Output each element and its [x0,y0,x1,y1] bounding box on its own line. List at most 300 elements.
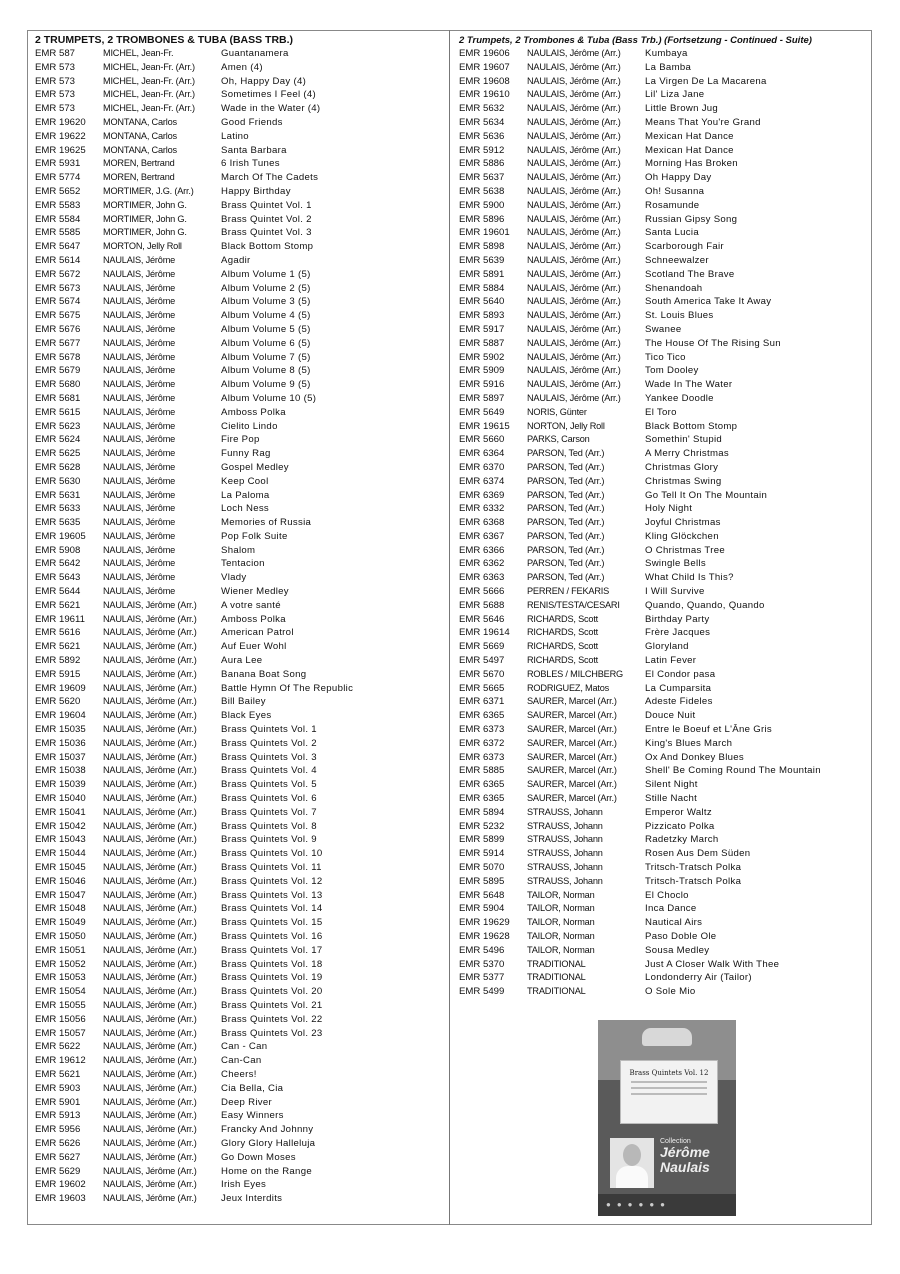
catalog-number: EMR 5585 [35,227,81,239]
composer-name: MOREN, Bertrand [103,172,175,183]
work-title: Aura Lee [221,655,263,667]
catalog-row [35,1109,443,1123]
work-title: Brass Quintets Vol. 4 [221,765,317,777]
work-title: Album Volume 1 (5) [221,268,311,280]
catalog-number: EMR 5892 [35,655,81,667]
catalog-number: EMR 5626 [35,1137,81,1149]
composer-name: NAULAIS, Jérôme [103,337,176,348]
composer-name: NAULAIS, Jérôme (Arr.) [103,793,197,804]
catalog-row [35,502,443,516]
catalog-row [35,240,443,254]
catalog-number: EMR 5636 [459,130,505,142]
composer-name: SAURER, Marcel (Arr.) [527,724,617,735]
catalog-row [35,833,443,847]
catalog-row [35,737,443,751]
composer-name: NAULAIS, Jérôme (Arr.) [527,227,621,238]
left-column [35,34,443,1206]
catalog-row [459,682,864,696]
composer-name: NAULAIS, Jérôme (Arr.) [103,710,197,721]
work-title: Brass Quintets Vol. 23 [221,1027,323,1039]
composer-name: NAULAIS, Jérôme [103,572,176,583]
composer-name: NAULAIS, Jérôme [103,296,176,307]
catalog-number: EMR 15038 [35,765,86,777]
composer-name: NAULAIS, Jérôme (Arr.) [527,130,621,141]
composer-name: STRAUSS, Johann [527,862,603,873]
catalog-number: EMR 19611 [35,613,85,625]
composer-name: PARSON, Ted (Arr.) [527,544,605,555]
catalog-row [459,268,864,282]
catalog-number: EMR 15037 [35,751,86,763]
catalog-row [35,530,443,544]
work-title: Entre le Boeuf et L'Âne Gris [645,724,773,736]
catalog-row [459,875,864,889]
catalog-row [459,199,864,213]
composer-name: STRAUSS, Johann [527,820,603,831]
composer-name: NAULAIS, Jérôme (Arr.) [103,848,197,859]
work-title: Brass Quintets Vol. 7 [221,806,317,818]
catalog-row [459,226,864,240]
work-title: Shenandoah [645,282,703,294]
catalog-row [459,557,864,571]
catalog-row [35,282,443,296]
catalog-number: EMR 6332 [459,503,505,515]
work-title: La Cumparsita [645,682,712,694]
catalog-number: EMR 5377 [459,972,505,984]
catalog-row [35,599,443,613]
catalog-row [459,916,864,930]
composer-name: NAULAIS, Jérôme [103,517,176,528]
catalog-row [35,861,443,875]
work-title: Schneewalzer [645,254,709,266]
composer-name: NORIS, Günter [527,406,587,417]
catalog-row [35,875,443,889]
catalog-row [35,268,443,282]
cover-name-last: Naulais [660,1159,710,1175]
composer-name: NAULAIS, Jérôme [103,503,176,514]
composer-name: NAULAIS, Jérôme (Arr.) [527,337,621,348]
catalog-list-right [459,47,864,999]
composer-name: NAULAIS, Jérôme (Arr.) [527,89,621,100]
work-title: Latin Fever [645,655,697,667]
composer-name: NAULAIS, Jérôme (Arr.) [103,820,197,831]
catalog-number: EMR 5900 [459,199,505,211]
catalog-number: EMR 6362 [459,558,505,570]
work-title: Swingle Bells [645,558,706,570]
composer-name: NAULAIS, Jérôme (Arr.) [103,668,197,679]
work-title: Guantanamera [221,48,289,59]
catalog-row [35,102,443,116]
cover-collection-label: Collection [660,1138,691,1145]
catalog-number: EMR 15041 [35,806,86,818]
catalog-number: EMR 6373 [459,751,505,763]
catalog-number: EMR 5897 [459,392,505,404]
composer-name: NAULAIS, Jérôme [103,379,176,390]
work-title: March Of The Cadets [221,172,319,184]
catalog-row [459,144,864,158]
catalog-row [35,1027,443,1041]
composer-name: NAULAIS, Jérôme (Arr.) [527,103,621,114]
catalog-number: EMR 5774 [35,172,81,184]
composer-name: NAULAIS, Jérôme (Arr.) [103,751,197,762]
catalog-row [459,309,864,323]
work-title: Jeux Interdits [221,1193,283,1205]
catalog-row [35,709,443,723]
composer-name: SAURER, Marcel (Arr.) [527,696,617,707]
composer-name: NAULAIS, Jérôme (Arr.) [103,1041,197,1052]
catalog-row [459,378,864,392]
composer-name: NAULAIS, Jérôme [103,586,176,597]
composer-name: MICHEL, Jean-Fr. (Arr.) [103,103,195,114]
catalog-row [459,185,864,199]
catalog-row [35,792,443,806]
composer-name: NAULAIS, Jérôme (Arr.) [103,1193,197,1204]
catalog-number: EMR 19614 [459,627,510,639]
catalog-number: EMR 19622 [35,130,86,142]
catalog-row [35,1178,443,1192]
catalog-row [459,364,864,378]
catalog-row [35,999,443,1013]
work-title: Tritsch-Tratsch Polka [645,862,742,874]
composer-name: PERREN / FEKARIS [527,586,610,597]
work-title: 6 Irish Tunes [221,158,280,170]
catalog-number: EMR 5643 [35,572,81,584]
work-title: The House Of The Rising Sun [645,337,781,349]
work-title: O Christmas Tree [645,544,725,556]
catalog-number: EMR 15043 [35,834,86,846]
catalog-row [459,930,864,944]
catalog-row [459,751,864,765]
work-title: El Toro [645,406,677,418]
composer-name: NAULAIS, Jérôme (Arr.) [527,213,621,224]
catalog-row [459,213,864,227]
catalog-number: EMR 19629 [459,917,510,929]
work-title: Tico Tico [645,351,686,363]
work-title: Santa Lucia [645,227,699,239]
work-title: Sometimes I Feel (4) [221,89,317,101]
catalog-number: EMR 5632 [459,103,505,115]
work-title: Mexican Hat Dance [645,130,734,142]
work-title: I Will Survive [645,586,705,598]
composer-name: NAULAIS, Jérôme (Arr.) [103,779,197,790]
catalog-row [35,889,443,903]
catalog-number: EMR 5616 [35,627,81,639]
work-title: Pop Folk Suite [221,530,288,542]
catalog-number: EMR 5886 [459,158,505,170]
composer-name: RENIS/TESTA/CESARI [527,599,620,610]
composer-name: MICHEL, Jean-Fr. [103,48,174,58]
composer-name: NAULAIS, Jérôme (Arr.) [103,889,197,900]
composer-name: NAULAIS, Jérôme (Arr.) [103,944,197,955]
catalog-row [459,902,864,916]
work-title: Fire Pop [221,434,260,446]
catalog-number: EMR 5647 [35,241,81,253]
work-title: Brass Quintet Vol. 2 [221,213,312,225]
work-title: Oh, Happy Day (4) [221,75,307,87]
catalog-number: EMR 15053 [35,972,86,984]
composer-name: NAULAIS, Jérôme (Arr.) [527,310,621,321]
work-title: Happy Birthday [221,185,291,197]
catalog-number: EMR 15036 [35,737,86,749]
catalog-number: EMR 6372 [459,737,505,749]
catalog-row [459,709,864,723]
catalog-row [35,544,443,558]
catalog-row [459,778,864,792]
composer-name: NAULAIS, Jérôme (Arr.) [527,172,621,183]
catalog-number: EMR 5914 [459,848,505,860]
composer-name: NAULAIS, Jérôme [103,530,176,541]
work-title: Brass Quintets Vol. 20 [221,986,323,998]
work-title: Brass Quintets Vol. 12 [221,875,323,887]
catalog-number: EMR 5884 [459,282,505,294]
catalog-number: EMR 5070 [459,862,505,874]
work-title: Latino [221,130,249,142]
composer-name: NAULAIS, Jérôme (Arr.) [103,1165,197,1176]
work-title: Cielito Lindo [221,420,278,432]
composer-name: NAULAIS, Jérôme (Arr.) [527,158,621,169]
catalog-number: EMR 5665 [459,682,505,694]
catalog-number: EMR 5631 [35,489,81,501]
composer-name: MICHEL, Jean-Fr. (Arr.) [103,75,195,86]
catalog-row [459,668,864,682]
composer-name: SAURER, Marcel (Arr.) [527,765,617,776]
catalog-number: EMR 5894 [459,806,505,818]
composer-name: SAURER, Marcel (Arr.) [527,793,617,804]
work-title: Brass Quintets Vol. 16 [221,931,323,942]
catalog-row [35,571,443,585]
composer-name: NAULAIS, Jérôme (Arr.) [103,917,197,928]
catalog-row [459,157,864,171]
catalog-row [35,778,443,792]
catalog-row [35,364,443,378]
work-title: La Paloma [221,489,270,501]
work-title: Bill Bailey [221,696,266,708]
work-title: Gospel Medley [221,461,289,473]
work-title: Yankee Doodle [645,392,714,404]
work-title: Agadir [221,254,251,266]
catalog-row [459,489,864,503]
catalog-row [35,337,443,351]
composer-name: MONTANA, Carlos [103,116,177,127]
catalog-number: EMR 5232 [459,820,505,832]
catalog-row [459,571,864,585]
catalog-number: EMR 5672 [35,268,81,280]
catalog-number: EMR 5904 [459,903,505,915]
cover-composer [660,1138,732,1175]
work-title: Album Volume 7 (5) [221,351,311,363]
composer-name: RICHARDS, Scott [527,641,599,652]
publisher-logo-icon [642,1028,692,1046]
catalog-number: EMR 5642 [35,558,81,570]
catalog-row [35,902,443,916]
composer-name: SAURER, Marcel (Arr.) [527,751,617,762]
catalog-number: EMR 19606 [459,48,510,59]
composer-name: NAULAIS, Jérôme (Arr.) [103,1055,197,1066]
catalog-number: EMR 5623 [35,420,81,432]
catalog-number: EMR 15057 [35,1027,86,1039]
catalog-number: EMR 5614 [35,254,81,266]
composer-name: PARSON, Ted (Arr.) [527,572,605,583]
work-title: Brass Quintets Vol. 14 [221,903,323,915]
catalog-number: EMR 6364 [459,448,505,460]
composer-name: SAURER, Marcel (Arr.) [527,737,617,748]
composer-name: NAULAIS, Jérôme (Arr.) [527,75,621,86]
composer-name: NAULAIS, Jérôme (Arr.) [103,1027,197,1038]
work-title: Home on the Range [221,1165,312,1177]
catalog-number: EMR 5917 [459,323,505,335]
work-title: El Condor pasa [645,668,716,680]
catalog-number: EMR 5648 [459,889,505,901]
composer-name: PARSON, Ted (Arr.) [527,558,605,569]
catalog-row [35,1040,443,1054]
catalog-row [35,406,443,420]
work-title: Ox And Donkey Blues [645,751,745,763]
catalog-number: EMR 6366 [459,544,505,556]
cover-line [631,1087,707,1089]
catalog-number: EMR 5621 [35,641,81,653]
catalog-row [35,351,443,365]
catalog-row [459,61,864,75]
catalog-row [35,489,443,503]
catalog-row [459,626,864,640]
work-title: Brass Quintets Vol. 13 [221,889,323,901]
catalog-row [459,75,864,89]
composer-name: NAULAIS, Jérôme [103,310,176,321]
catalog-row [35,654,443,668]
work-title: Rosen Aus Dem Süden [645,848,751,860]
cover-image [598,1020,736,1216]
work-title: Tentacion [221,558,265,570]
catalog-number: EMR 15046 [35,875,86,887]
catalog-number: EMR 5885 [459,765,505,777]
composer-name: TAILOR, Norman [527,903,595,914]
catalog-number: EMR 6370 [459,461,505,473]
work-title: Kling Glöckchen [645,530,719,542]
catalog-number: EMR 15035 [35,724,86,736]
work-title: Brass Quintet Vol. 1 [221,199,312,211]
catalog-row [35,751,443,765]
cover-dots: ●●●●●● [606,1200,671,1209]
composer-name: NAULAIS, Jérôme (Arr.) [103,1110,197,1121]
catalog-row [35,171,443,185]
composer-name: NAULAIS, Jérôme (Arr.) [103,931,197,941]
cover-title-card [620,1060,718,1124]
catalog-number: EMR 15052 [35,958,86,970]
catalog-row [459,971,864,985]
catalog-number: EMR 5640 [459,296,505,308]
work-title: Good Friends [221,116,283,128]
work-title: Oh! Susanna [645,185,705,197]
composer-name: PARSON, Ted (Arr.) [527,489,605,500]
work-title: Sousa Medley [645,944,710,956]
catalog-row [35,461,443,475]
composer-name: RICHARDS, Scott [527,655,599,666]
catalog-row [35,130,443,144]
catalog-number: EMR 5913 [35,1110,81,1122]
work-title: Inca Dance [645,903,697,915]
catalog-row [459,102,864,116]
composer-name: NAULAIS, Jérôme (Arr.) [103,1124,197,1135]
catalog-number: EMR 5625 [35,448,81,460]
catalog-row [459,475,864,489]
catalog-row [459,737,864,751]
cover-line [631,1093,707,1095]
section-heading: 2 TRUMPETS, 2 TROMBONES & TUBA (BASS TRB.) [35,34,294,46]
work-title: Brass Quintet Vol. 3 [221,227,312,239]
composer-name: NAULAIS, Jérôme [103,282,176,293]
composer-name: PARSON, Ted (Arr.) [527,503,605,514]
composer-name: NAULAIS, Jérôme [103,254,176,265]
work-title: Amen (4) [221,61,263,73]
catalog-row [459,847,864,861]
composer-name: MICHEL, Jean-Fr. (Arr.) [103,89,195,100]
composer-name: NAULAIS, Jérôme (Arr.) [103,986,197,997]
catalog-row [35,116,443,130]
catalog-row [35,420,443,434]
catalog-number: EMR 5635 [35,517,81,529]
catalog-row [459,764,864,778]
catalog-row [35,585,443,599]
catalog-number: EMR 19608 [459,75,510,87]
catalog-row [459,599,864,613]
composer-name: NAULAIS, Jérôme (Arr.) [527,268,621,279]
catalog-number: EMR 573 [35,89,75,101]
catalog-number: EMR 573 [35,61,75,73]
catalog-row [35,806,443,820]
catalog-row [35,254,443,268]
work-title: Gloryland [645,641,689,653]
catalog-number: EMR 19605 [35,530,86,542]
composer-name: NAULAIS, Jérôme (Arr.) [527,199,621,210]
work-title: Francky And Johnny [221,1124,314,1136]
work-title: Brass Quintets Vol. 1 [221,724,317,736]
catalog-row [459,806,864,820]
catalog-number: EMR 19609 [35,682,86,694]
work-title: A Merry Christmas [645,448,729,460]
catalog-number: EMR 5912 [459,144,505,156]
catalog-row [459,958,864,972]
catalog-number: EMR 6365 [459,793,505,805]
work-title: Auf Euer Wohl [221,641,287,653]
work-title: Can-Can [221,1055,262,1067]
catalog-row [459,944,864,958]
catalog-list-left [35,47,443,1206]
composer-name: NAULAIS, Jérôme (Arr.) [527,241,621,252]
catalog-row [35,916,443,930]
work-title: Holy Night [645,503,693,515]
catalog-row [459,461,864,475]
catalog-row [459,820,864,834]
composer-name: NAULAIS, Jérôme (Arr.) [103,1068,197,1079]
composer-name: NAULAIS, Jérôme [103,365,176,376]
catalog-number: EMR 5652 [35,185,81,197]
composer-name: NAULAIS, Jérôme (Arr.) [103,862,197,873]
catalog-row [35,226,443,240]
work-title: Amboss Polka [221,406,286,418]
work-title: Go Tell It On The Mountain [645,489,768,501]
composer-name: NAULAIS, Jérôme [103,434,176,445]
work-title: Battle Hymn Of The Republic [221,682,354,694]
composer-name: NAULAIS, Jérôme (Arr.) [103,999,197,1010]
composer-name: NAULAIS, Jérôme (Arr.) [527,379,621,390]
composer-name: NORTON, Jelly Roll [527,420,605,431]
cover-name-first: Jérôme [660,1144,710,1160]
catalog-row [35,378,443,392]
catalog-row [35,1013,443,1027]
catalog-number: EMR 5634 [459,116,505,128]
catalog-row [459,323,864,337]
composer-name: RICHARDS, Scott [527,613,599,624]
composer-name: NAULAIS, Jérôme (Arr.) [103,599,197,610]
